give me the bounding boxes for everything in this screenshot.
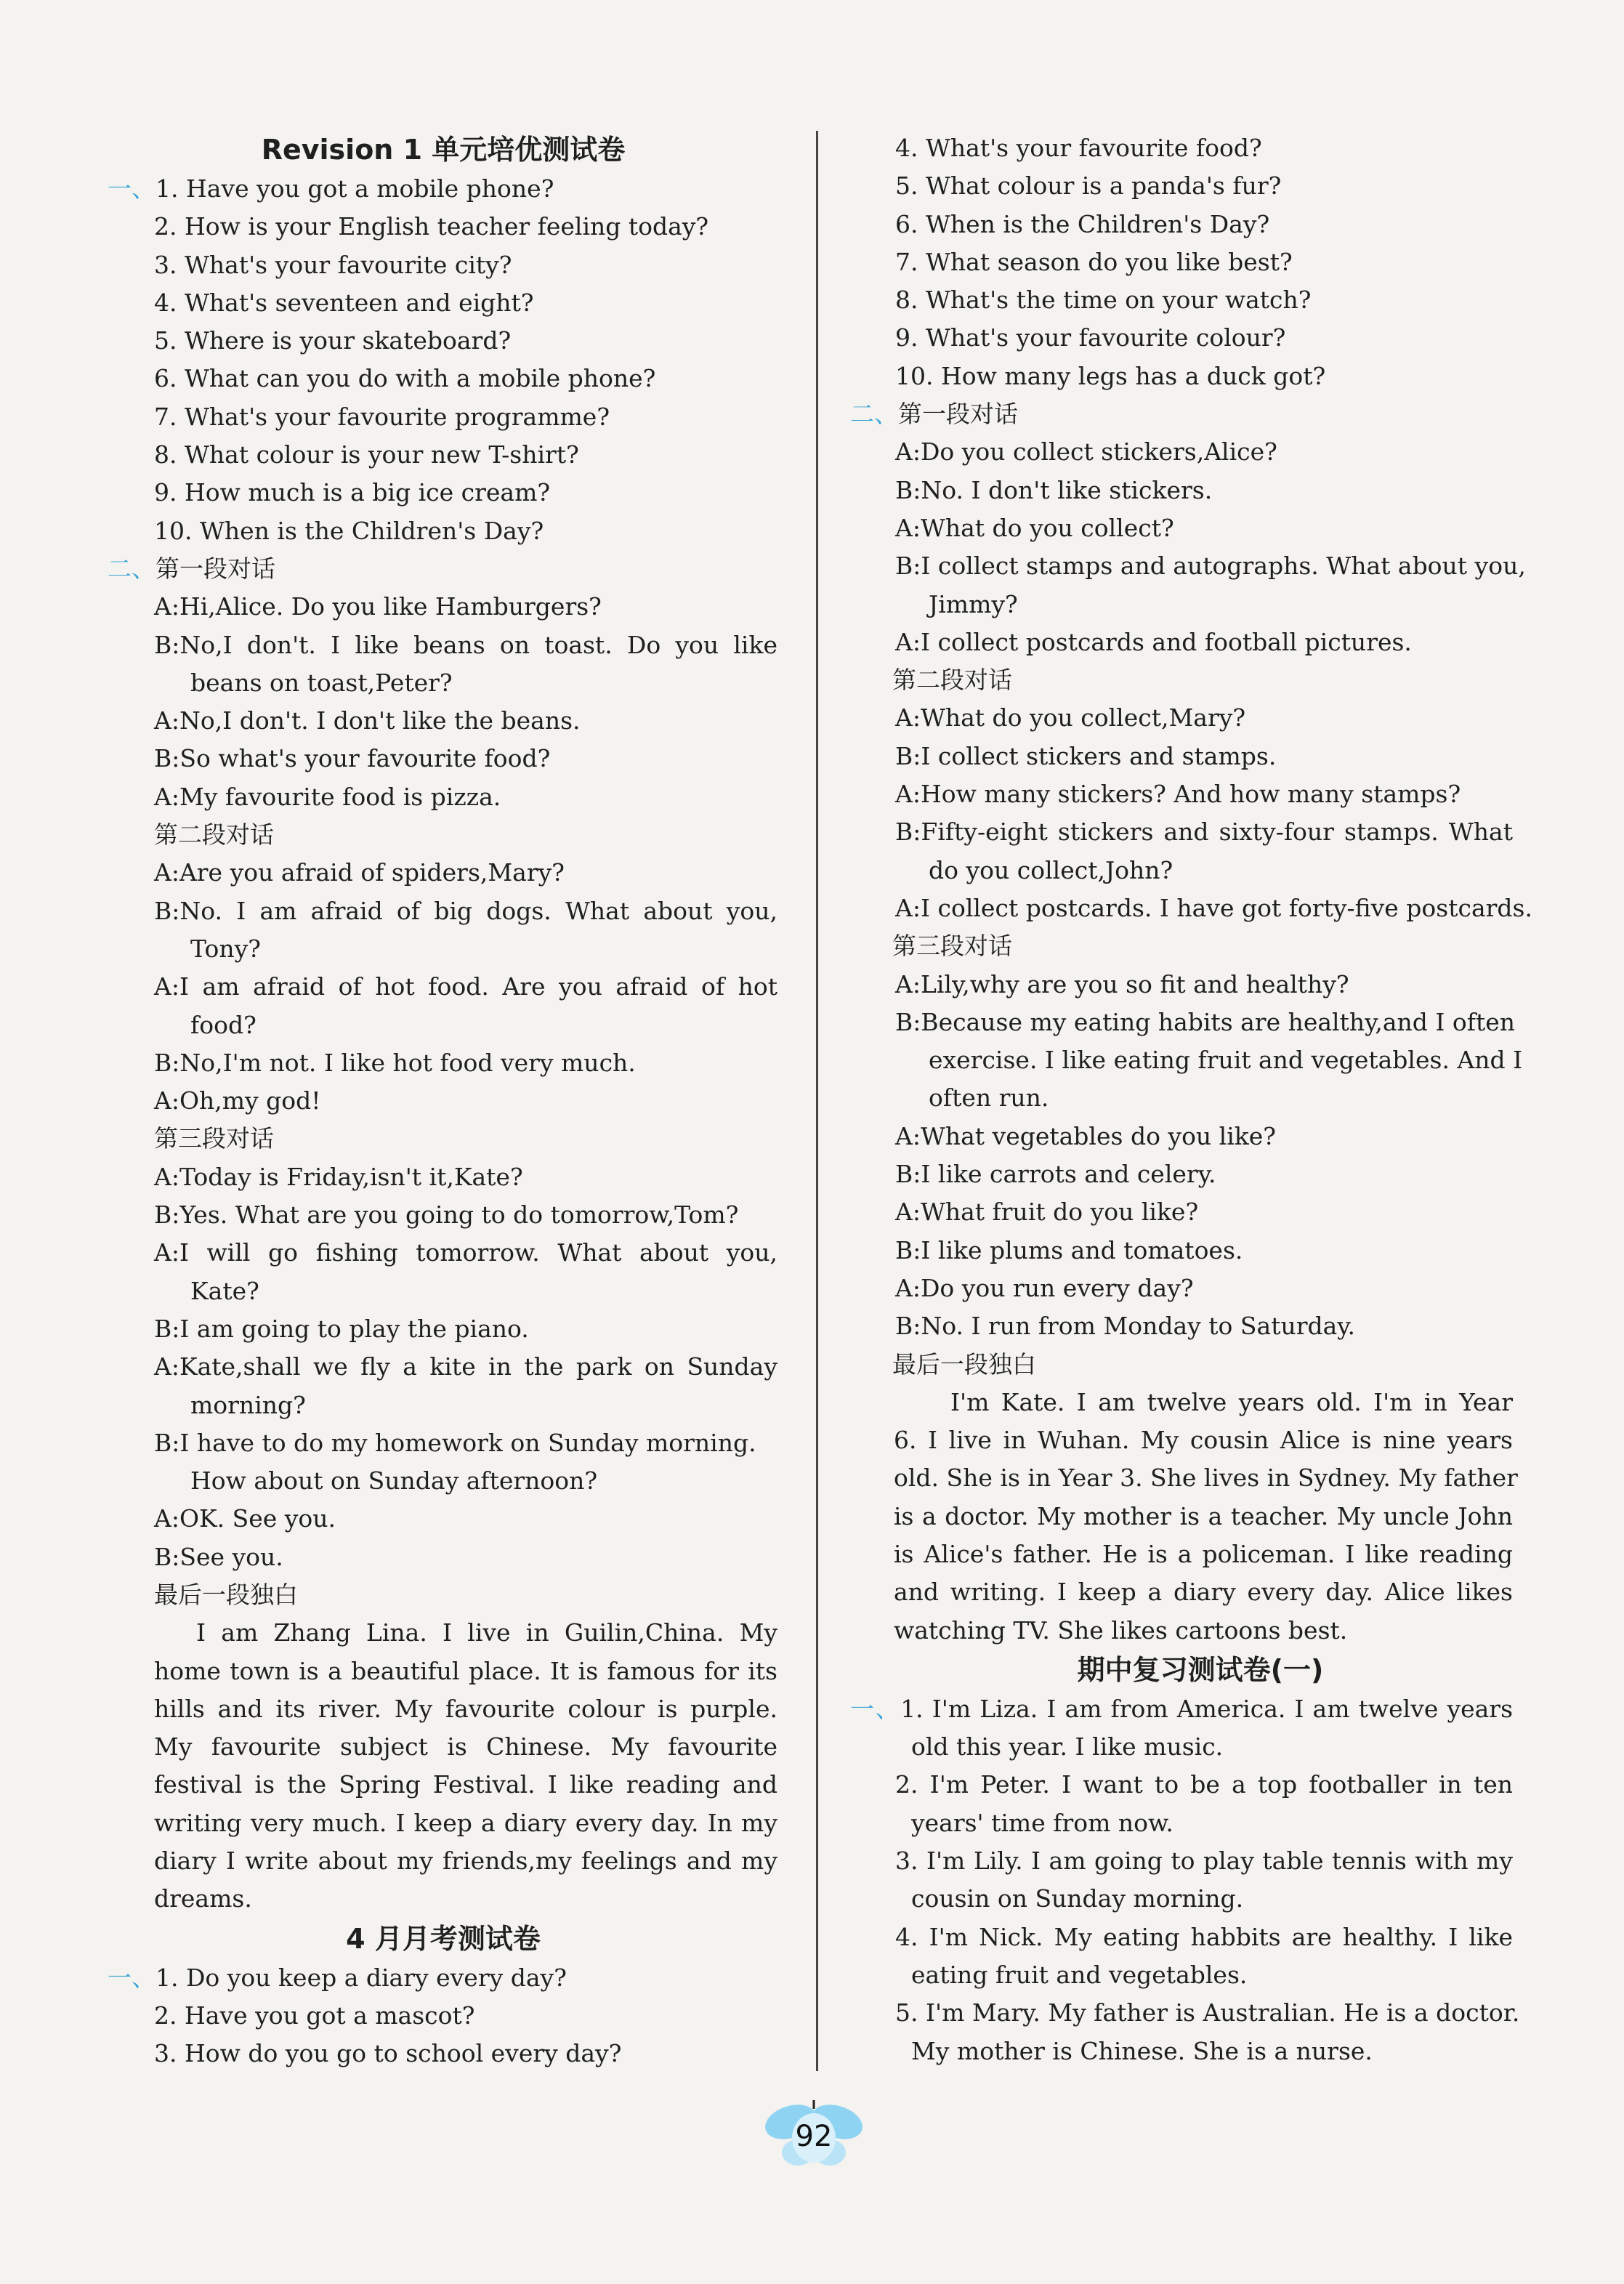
dialog-line: A:How many stickers? And how many stamps? [895, 780, 1461, 809]
monologue-line: old. She is in Year 3. She lives in Sydney. My father [894, 1464, 1518, 1493]
dialog-line: Tony? [190, 934, 261, 963]
question-2: 2. Have you got a mascot? [154, 2001, 475, 2030]
column-divider [816, 131, 818, 2071]
monologue-line: writing very much. I keep a diary every day. In my [154, 1808, 777, 1837]
dialog-line: do you collect,John? [929, 855, 1173, 884]
monologue-line: dreams. [154, 1884, 252, 1913]
page-number-badge [763, 2093, 865, 2180]
question-2: 2. How is your English teacher feeling today? [154, 212, 709, 241]
midterm-test-title: 期中复习测试卷(一) [1077, 1653, 1324, 1686]
dialog-line: A:My favourite food is pizza. [154, 782, 501, 811]
dialog-line: A:Kate,shall we fly a kite in the park on Sunday [154, 1352, 777, 1381]
section-2-label: 二、 [850, 400, 898, 429]
page-number: 92 [795, 2120, 833, 2153]
dialog-line: Kate? [190, 1276, 259, 1305]
dialog-line: A:I am afraid of hot food. Are you afraid of hot [154, 972, 777, 1001]
dialog-line: A:Oh,my god! [154, 1086, 321, 1115]
question-10: 10. How many legs has a duck got? [895, 361, 1326, 390]
dialog-line: A:I will go fishing tomorrow. What about you, [154, 1238, 777, 1267]
dialog-line: morning? [190, 1390, 306, 1419]
april-test-title: 4 月月考测试卷 [346, 1922, 541, 1955]
monologue-line: home town is a beautiful place. It is famous for its [154, 1656, 777, 1685]
dialog-line: A:Lily,why are you so fit and healthy? [895, 969, 1349, 998]
midterm-item-5: 5. I'm Mary. My father is Australian. He is a doctor. [895, 1998, 1520, 2027]
dialog-line: Jimmy? [929, 589, 1018, 618]
dialog-line: A:I collect postcards and football pictures. [895, 627, 1412, 656]
midterm-line: eating fruit and vegetables. [911, 1960, 1248, 1989]
midterm-item-3: 3. I'm Lily. I am going to play table tennis with my [895, 1847, 1513, 1876]
dialog-line: How about on Sunday afternoon? [190, 1466, 598, 1496]
midterm-line: old this year. I like music. [911, 1732, 1224, 1762]
dialog-line: A:What do you collect,Mary? [895, 703, 1246, 733]
question-6: 6. When is the Children's Day? [895, 209, 1270, 238]
dialog-line: food? [190, 1010, 256, 1039]
dialog-line: A:Are you afraid of spiders,Mary? [154, 858, 565, 887]
monologue-line: hills and its river. My favourite colour is purple. [154, 1694, 777, 1723]
midterm-item-1: 一、1. I'm Liza. I am from America. I am twelve years [850, 1694, 1514, 1723]
dialog-line: A:I collect postcards. I have got forty-five postcards. [895, 893, 1532, 922]
dialog-line: B:No,I'm not. I like hot food very much. [154, 1048, 636, 1077]
monologue-line: I am Zhang Lina. I live in Guilin,China. My [196, 1618, 777, 1647]
monologue-line: festival is the Spring Festival. I like reading and [154, 1770, 777, 1799]
dialog-line: B:No. I run from Monday to Saturday. [895, 1312, 1356, 1341]
dialog-line: A:No,I don't. I don't like the beans. [154, 706, 581, 735]
question-5: 5. What colour is a panda's fur? [895, 171, 1282, 201]
dialog-2-heading: 第二段对话 [154, 820, 274, 850]
question-7: 7. What's your favourite programme? [154, 402, 610, 431]
monologue-line: 6. I live in Wuhan. My cousin Alice is nine years [894, 1426, 1513, 1455]
dialog-line: B:No. I am afraid of big dogs. What about you, [154, 896, 777, 925]
midterm-line: cousin on Sunday morning. [911, 1884, 1244, 1913]
dialog-line: B:I like plums and tomatoes. [895, 1235, 1243, 1264]
dialog-line: exercise. I like eating fruit and vegetables. And I [929, 1046, 1523, 1075]
dialog-line: A:What fruit do you like? [895, 1198, 1199, 1227]
question-1: 一、1. Do you keep a diary every day? [108, 1963, 567, 1992]
dialog-line: beans on toast,Peter? [190, 668, 453, 697]
question-3: 3. How do you go to school every day? [154, 2039, 622, 2068]
dialog-line: B:I collect stickers and stamps. [895, 741, 1277, 770]
dialog-1-heading: 二、第一段对话 [850, 400, 1018, 429]
dialog-3-heading: 第三段对话 [892, 932, 1012, 961]
dialog-line: B:No,I don't. I like beans on toast. Do you like [154, 630, 777, 659]
question-6: 6. What can you do with a mobile phone? [154, 364, 656, 393]
monologue-line: My favourite subject is Chinese. My favourite [154, 1732, 777, 1762]
question-8: 8. What colour is your new T-shirt? [154, 440, 579, 469]
section-1-label: 一、 [108, 174, 155, 203]
monologue-heading: 最后一段独白 [892, 1349, 1036, 1379]
monologue-line: is Alice's father. He is a policeman. I like reading [894, 1539, 1513, 1568]
midterm-item-4: 4. I'm Nick. My eating habbits are healthy. I like [895, 1922, 1513, 1951]
right-column [850, 129, 1532, 2070]
monologue-line: is a doctor. My mother is a teacher. My uncle John [894, 1501, 1513, 1530]
monologue-heading: 最后一段独白 [154, 1580, 298, 1609]
question-3: 3. What's your favourite city? [154, 250, 512, 279]
dialog-3-heading: 第三段对话 [154, 1124, 274, 1153]
dialog-line: B:I collect stamps and autographs. What about you, [895, 552, 1526, 581]
monologue-line: watching TV. She likes cartoons best. [894, 1615, 1348, 1645]
question-4: 4. What's your favourite food? [895, 134, 1262, 162]
section-2-label: 二、 [108, 554, 155, 583]
midterm-item-2: 2. I'm Peter. I want to be a top footballer in ten [895, 1770, 1513, 1799]
dialog-line: B:No. I don't like stickers. [895, 475, 1213, 504]
dialog-line: B:I like carrots and celery. [895, 1160, 1216, 1189]
dialog-line: B:So what's your favourite food? [154, 744, 551, 773]
dialog-line: A:Today is Friday,isn't it,Kate? [154, 1162, 523, 1191]
question-4: 4. What's seventeen and eight? [154, 288, 534, 317]
monologue-line: diary I write about my friends,my feelings and my [154, 1847, 777, 1876]
dialog-2-heading: 第二段对话 [892, 666, 1012, 695]
dialog-line: B:Yes. What are you going to do tomorrow,Tom? [154, 1200, 739, 1230]
section-1-label: 一、 [108, 1963, 155, 1992]
monologue-line: I'm Kate. I am twelve years old. I'm in Year [950, 1387, 1513, 1416]
question-9: 9. What's your favourite colour? [895, 323, 1286, 352]
dialog-line: A:Hi,Alice. Do you like Hamburgers? [154, 592, 602, 621]
dialog-line: A:Do you collect stickers,Alice? [895, 437, 1277, 467]
midterm-line: My mother is Chinese. She is a nurse. [911, 2036, 1373, 2065]
dialog-line: A:What do you collect? [895, 513, 1174, 542]
section-1-label: 一、 [850, 1694, 901, 1723]
revision-title: Revision 1 单元培优测试卷 [261, 134, 626, 166]
dialog-line: often run. [929, 1084, 1049, 1113]
dialog-line: B:Because my eating habits are healthy,and I often [895, 1007, 1516, 1036]
dialog-line: B:Fifty-eight stickers and sixty-four stamps. What [895, 818, 1513, 847]
question-7: 7. What season do you like best? [895, 247, 1293, 276]
dialog-line: B:See you. [154, 1542, 283, 1571]
question-8: 8. What's the time on your watch? [895, 286, 1312, 315]
midterm-line: years' time from now. [911, 1808, 1173, 1837]
dialog-line: A:Do you run every day? [895, 1273, 1194, 1302]
dialog-line: B:I have to do my homework on Sunday morning. [154, 1428, 756, 1457]
question-5: 5. Where is your skateboard? [154, 326, 512, 355]
dialog-line: B:I am going to play the piano. [154, 1314, 529, 1343]
left-column [109, 129, 777, 2073]
question-9: 9. How much is a big ice cream? [154, 478, 551, 507]
dialog-line: A:What vegetables do you like? [895, 1121, 1277, 1150]
question-10: 10. When is the Children's Day? [154, 516, 544, 545]
dialog-line: A:OK. See you. [154, 1504, 336, 1533]
dialog-1-heading: 二、第一段对话 [108, 554, 275, 583]
monologue-line: and writing. I keep a diary every day. Alice likes [894, 1578, 1513, 1607]
question-1: 一、1. Have you got a mobile phone? [108, 174, 554, 203]
